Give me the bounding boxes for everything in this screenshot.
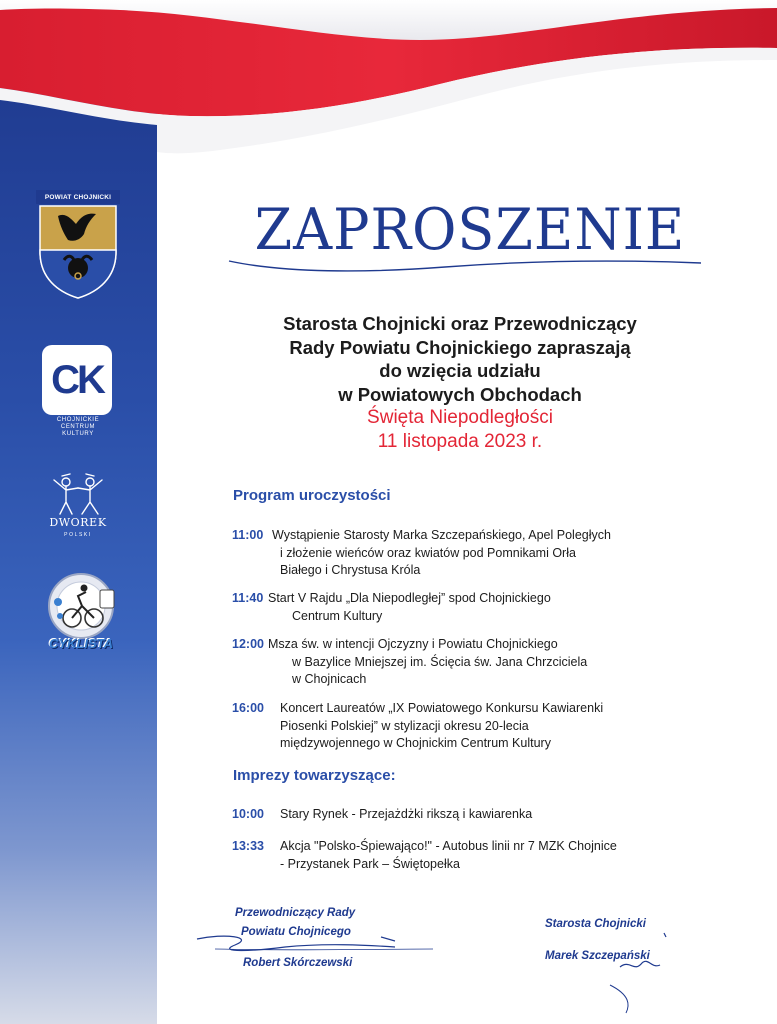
cyclist-emblem-icon — [38, 568, 124, 640]
signature-name: Marek Szczepański — [545, 950, 650, 962]
event-time: 10:00 — [232, 807, 264, 821]
program-line: w Bazylice Mniejszej im. Ścięcia św. Jana Chrzciciela — [292, 654, 588, 669]
intro-line: Starosta Chojnicki oraz Przewodniczący — [283, 313, 637, 334]
program-line: Msza św. w intencji Ojczyzny i Powiatu Chojnickiego — [268, 637, 558, 651]
coat-of-arms-icon — [36, 190, 120, 300]
signature-role-line: Powiatu Chojnicego — [241, 926, 351, 938]
event-description — [280, 838, 617, 873]
powiat-chojnicki-coat-of-arms — [36, 190, 120, 300]
coat-of-arms-label: POWIAT CHOJNICKI — [44, 194, 112, 201]
title-underline-swash — [225, 255, 705, 275]
chojnickie-centrum-kultury-logo — [40, 345, 116, 441]
signature-role-line: Przewodniczący Rady — [235, 907, 356, 919]
event-line: Akcja "Polsko-Śpiewająco!" - Autobus linii nr 7 MZK Chojnice — [280, 839, 617, 853]
program-line: Wystąpienie Starosty Marka Szczepańskiego, Apel Poległych — [272, 528, 611, 542]
signature-role: Starosta Chojnicki — [545, 918, 646, 930]
invitation-intro — [200, 312, 720, 453]
event-line: - Przystanek Park – Świętopełka — [280, 856, 460, 871]
program-heading: Program uroczystości — [233, 487, 391, 504]
program-line: międzywojennego w Chojnickim Centrum Kultury — [280, 736, 551, 750]
event-time: 13:33 — [232, 839, 264, 853]
handwritten-signature-right — [590, 925, 680, 1015]
program-description — [268, 636, 587, 689]
holiday-name: Święta Niepodległości — [367, 407, 553, 428]
cyklista-word: CYKLISTA — [48, 636, 114, 651]
ck-subtitle-line: KULTURY — [62, 431, 94, 437]
program-time: 11:40 — [232, 591, 264, 605]
program-line: Centrum Kultury — [292, 608, 383, 623]
dancers-icon — [36, 470, 120, 518]
dworek-polski-logo — [36, 470, 120, 546]
intro-line: w Powiatowych Obchodach — [338, 383, 582, 405]
program-description — [272, 527, 611, 580]
event-description — [280, 806, 532, 824]
page-title: ZAPROSZENIE — [254, 196, 686, 263]
program-description — [268, 590, 551, 625]
dworek-word: DWOREK — [49, 516, 107, 529]
ck-subtitle — [40, 417, 116, 438]
intro-line: Rady Powiatu Chojnickiego zapraszają — [289, 336, 631, 358]
event-line: Stary Rynek - Przejażdżki rikszą i kawiarenka — [280, 807, 533, 821]
cyklista-logo — [38, 568, 124, 660]
events-heading: Imprezy towarzyszące: — [233, 767, 396, 784]
program-line: Start V Rajdu „Dla Niepodległej” spod Chojnickiego — [268, 591, 551, 605]
polish-flag-ribbon — [0, 0, 777, 180]
intro-line: do wzięcia udziału — [379, 360, 541, 381]
program-time: 11:00 — [232, 528, 264, 542]
program-line: i złożenie wieńców oraz kwiatów pod Pomnikami Orła — [280, 545, 576, 560]
signature-name: Robert Skórczewski — [243, 957, 353, 969]
handwritten-signature-left — [195, 925, 435, 965]
program-line: Białego i Chrystusa Króla — [280, 563, 421, 577]
dworek-subtitle: POLSKI — [64, 532, 92, 538]
event-date: 11 listopada 2023 r. — [377, 430, 543, 452]
ck-subtitle-line: CENTRUM — [60, 424, 96, 430]
ck-subtitle-line: CHOJNICKIE — [56, 417, 100, 423]
program-line: Koncert Laureatów „IX Powiatowego Konkursu Kawiarenki — [280, 701, 604, 715]
program-line: Piosenki Polskiej” w stylizacji okresu 20-lecia — [280, 718, 529, 733]
program-description — [280, 700, 603, 753]
program-time: 16:00 — [232, 701, 264, 715]
ck-letters: CK — [42, 345, 112, 415]
program-time: 12:00 — [232, 637, 264, 651]
program-line: w Chojnicach — [292, 672, 367, 686]
